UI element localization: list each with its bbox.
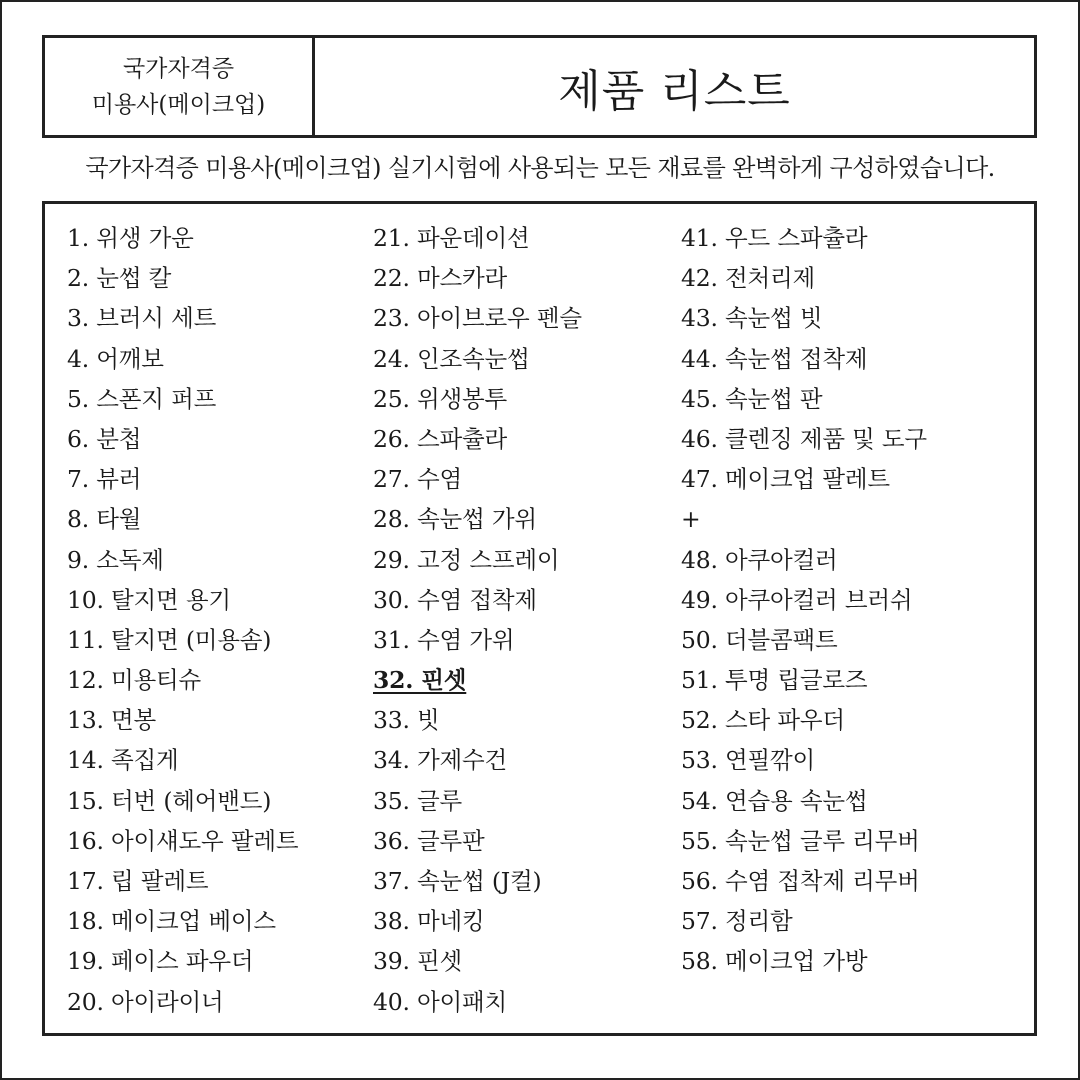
product-column-3 <box>681 218 927 982</box>
product-list-item: 58. 메이크업 가방 <box>681 947 868 976</box>
product-list-item: 11. 탈지면 (미용솜) <box>67 625 272 654</box>
header-box <box>42 35 1037 138</box>
header-category-line1: 국가자격증 <box>122 55 235 82</box>
product-list-item: 57. 정리함 <box>681 907 793 936</box>
product-list-item: 30. 수염 접착제 <box>373 585 537 614</box>
product-list-item: 28. 속눈썹 가위 <box>373 505 537 534</box>
product-list-item: 12. 미용티슈 <box>67 666 202 695</box>
product-list-item: 4. 어깨보 <box>67 344 164 373</box>
list-separator-plus: + <box>681 505 701 534</box>
product-list-item: 45. 속눈썹 판 <box>681 384 823 413</box>
product-list-item: 10. 탈지면 용기 <box>67 585 231 614</box>
product-list-item: 48. 아쿠아컬러 <box>681 545 838 574</box>
product-list-item: 36. 글루판 <box>373 826 485 855</box>
product-list-item: 43. 속눈썹 빗 <box>681 304 823 333</box>
product-list-item: 56. 수염 접착제 리무버 <box>681 867 920 895</box>
product-list-item: 1. 위생 가운 <box>67 224 194 252</box>
product-list-item: 27. 수염 <box>373 465 463 494</box>
product-list-item: 35. 글루 <box>373 786 463 815</box>
product-list-item: 25. 위생봉투 <box>373 384 508 413</box>
product-list-item: 16. 아이섀도우 팔레트 <box>67 826 299 855</box>
page-title: 제품 리스트 <box>558 65 791 117</box>
product-column-1 <box>67 218 298 1022</box>
product-list-item: 47. 메이크업 팔레트 <box>681 465 890 494</box>
product-list-item: 13. 면봉 <box>67 706 157 735</box>
product-list-item: 46. 클렌징 제품 및 도구 <box>681 424 927 453</box>
product-list-item: 33. 빗 <box>373 706 440 735</box>
product-list-item: 39. 핀셋 <box>373 947 463 976</box>
product-list-item: 15. 터번 (헤어밴드) <box>67 786 272 815</box>
product-list-item: 23. 아이브로우 펜슬 <box>373 304 582 333</box>
product-list-item: 55. 속눈썹 글루 리무버 <box>681 826 920 855</box>
product-list-item: 29. 고정 스프레이 <box>373 545 560 574</box>
product-list-item: 51. 투명 립글로즈 <box>681 666 868 695</box>
product-list-item: 3. 브러시 세트 <box>67 304 217 333</box>
product-list-item: 2. 눈썹 칼 <box>67 264 172 293</box>
product-list-item: 24. 인조속눈썹 <box>373 344 530 373</box>
product-list-item: 17. 립 팔레트 <box>67 867 209 895</box>
product-list-item: 21. 파운데이션 <box>373 224 530 252</box>
product-list-box <box>42 201 1037 1036</box>
product-list-item: 6. 분첩 <box>67 424 142 453</box>
product-list-item: 9. 소독제 <box>67 545 164 574</box>
product-list-item: 53. 연필깎이 <box>681 746 816 775</box>
product-list-item: 18. 메이크업 베이스 <box>67 907 276 936</box>
product-list-item: 7. 뷰러 <box>67 465 142 494</box>
product-list-item: 31. 수염 가위 <box>373 625 515 654</box>
header-category-line2: 미용사(메이크업) <box>91 91 266 118</box>
product-list-item: 8. 타월 <box>67 505 142 534</box>
header-category <box>45 38 315 135</box>
product-list-item: 41. 우드 스파츌라 <box>681 224 868 252</box>
product-list-item: 14. 족집게 <box>67 746 179 775</box>
product-list-item: 20. 아이라이너 <box>67 987 224 1016</box>
product-list-item: 42. 전처리제 <box>681 264 816 293</box>
product-list-item: 5. 스폰지 퍼프 <box>67 384 217 413</box>
product-list-item: 52. 스타 파우더 <box>681 706 845 735</box>
product-list-item: 40. 아이패치 <box>373 987 508 1016</box>
product-list-item: 37. 속눈썹 (J컬) <box>373 867 542 895</box>
product-list-item: 50. 더블콤팩트 <box>681 625 838 654</box>
product-list-item: 19. 페이스 파우더 <box>67 947 254 976</box>
product-list-item: 44. 속눈썹 접착제 <box>681 344 868 373</box>
product-column-2 <box>373 218 582 1022</box>
product-list-item-highlighted: 32. 핀셋 <box>373 666 467 695</box>
product-list-item: 26. 스파츌라 <box>373 424 508 453</box>
product-list-item: 34. 가제수건 <box>373 746 508 775</box>
page-subtitle: 국가자격증 미용사(메이크업) 실기시험에 사용되는 모든 재료를 완벽하게 구성하였습니다. <box>85 154 995 182</box>
product-list-item: 49. 아쿠아컬러 브러쉬 <box>681 585 913 614</box>
product-list-item: 38. 마네킹 <box>373 907 485 936</box>
product-list-item: 54. 연습용 속눈썹 <box>681 786 868 815</box>
product-list-item: 22. 마스카라 <box>373 264 508 293</box>
